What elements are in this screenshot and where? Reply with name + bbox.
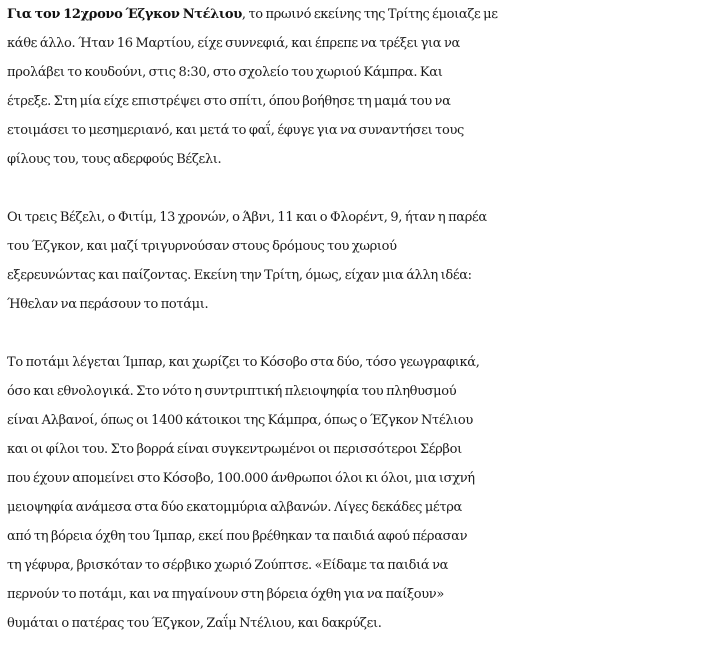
text-line: περνούν το ποτάμι, και να πηγαίνουν στη βόρεια όχθη για να παίξουν» [7, 587, 444, 602]
text-line: εξερευνώντας και παίζοντας. Εκείνη την Τρίτη, όμως, είχαν μια άλλη ιδέα: [7, 268, 472, 283]
text-line: που έχουν απομείνει στο Κόσοβο, 100.000 άνθρωποι όλοι κι όλοι, μια ισχνή [7, 471, 475, 486]
text-line: είναι Αλβανοί, όπως οι 1400 κάτοικοι της Κάμπρα, όπως ο Έζγκον Ντέλιου [7, 413, 473, 428]
lead-text: Για τον 12χρονο Έζγκον Ντέλιου [7, 7, 242, 22]
text-line: προλάβει το κουδούνι, στις 8:30, στο σχολείο του χωριού Κάμπρα. Και [7, 65, 443, 80]
paragraph-3 [7, 348, 705, 638]
text-line: τη γέφυρα, βρισκόταν το σέρβικο χωριό Ζούπτσε. «Είδαμε τα παιδιά να [7, 558, 449, 573]
text-line: από τη βόρεια όχθη του Ίμπαρ, εκεί που βρέθηκαν τα παιδιά αφού πέρασαν [7, 529, 468, 544]
text-line: ετοιμάσει το μεσημεριανό, και μετά το φαΐ, έφυγε για να συναντήσει τους [7, 123, 464, 138]
text-line: του Έζγκον, και μαζί τριγυρνούσαν στους δρόμους του χωριού [7, 239, 397, 254]
text-line: Οι τρεις Βέζελι, ο Φιτίμ, 13 χρονών, ο Άβνι, 11 και ο Φλορέντ, 9, ήταν η παρέα [7, 210, 487, 225]
text-line: έτρεξε. Στη μία είχε επιστρέψει στο σπίτι, όπου βοήθησε τη μαμά του να [7, 94, 451, 109]
text-line: όσο και εθνολογικά. Στο νότο η συντριπτική πλειοψηφία του πληθυσμού [7, 384, 457, 399]
paragraph-1 [7, 0, 705, 174]
text-line [7, 0, 705, 29]
text-line: μειοψηφία ανάμεσα στα δύο εκατομμύρια αλβανών. Λίγες δεκάδες μέτρα [7, 500, 462, 515]
text-line: Το ποτάμι λέγεται Ίμπαρ, και χωρίζει το Κόσοβο στα δύο, τόσο γεωγραφικά, [7, 355, 480, 370]
text-line: Ήθελαν να περάσουν το ποτάμι. [7, 297, 209, 312]
article-body [7, 0, 705, 667]
paragraph-2 [7, 203, 705, 319]
text-line: κάθε άλλο. Ήταν 16 Μαρτίου, είχε συννεφιά, και έπρεπε να τρέξει για να [7, 36, 460, 51]
text-line-content: , το πρωινό εκείνης της Τρίτης έμοιαζε με [241, 7, 498, 22]
text-line: φίλους του, τους αδερφούς Βέζελι. [7, 152, 222, 167]
text-line: και οι φίλοι του. Στο βορρά είναι συγκεντρωμένοι οι περισσότεροι Σέρβοι [7, 442, 462, 457]
text-line: θυμάται ο πατέρας του Έζγκον, Ζαΐμ Ντέλιου, και δακρύζει. [7, 616, 382, 631]
